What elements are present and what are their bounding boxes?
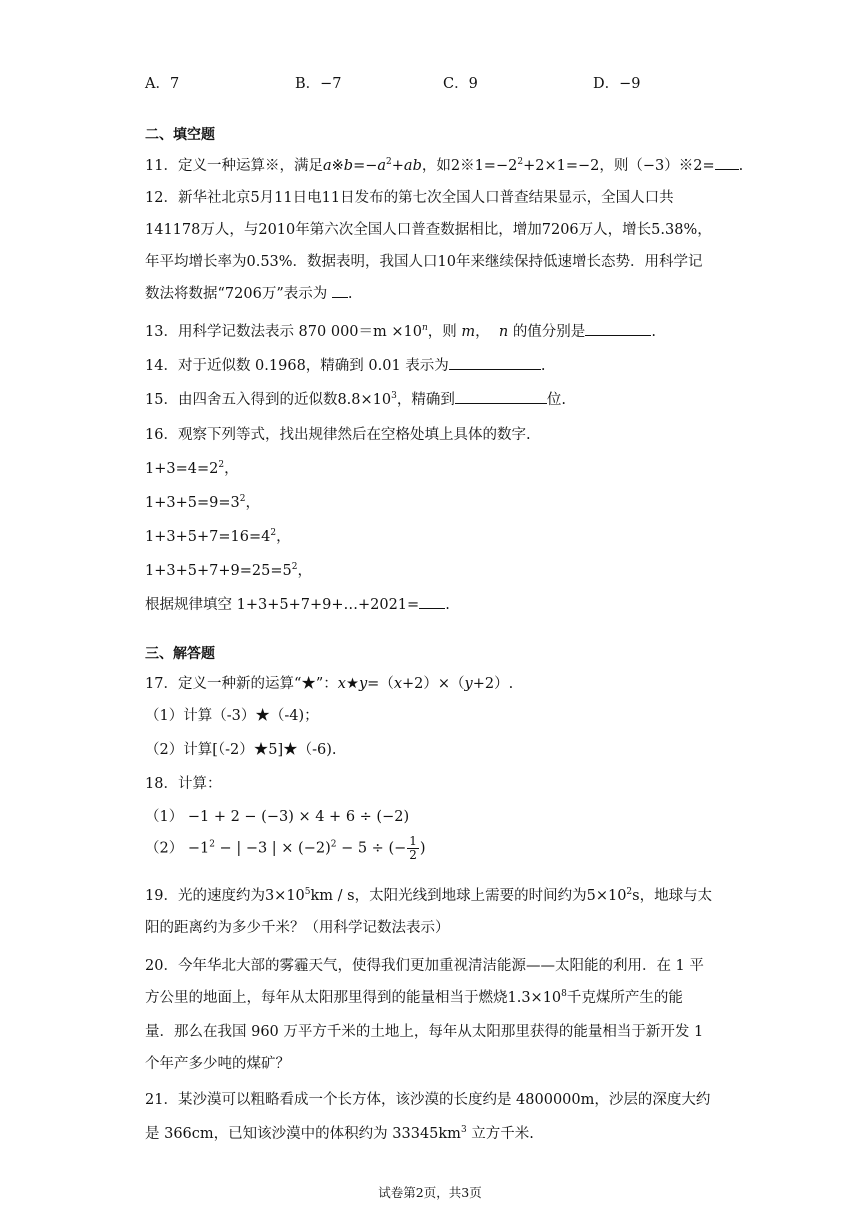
question-18-stem: 18．计算： [145,776,222,792]
equation-1: $1+3=4=2^2$， [145,460,239,477]
choice-a: A．7 [145,76,180,92]
question-21-line-2: 是 366cm，已知该沙漠中的体积约为 $33345km^3$ 立方千米. [145,1125,534,1142]
question-18-part-2: $(2) -1^2$ − | −3 | × $(-2)^2 - 5$ ÷ (− $\frac{1}{2}$ ) [145,834,426,862]
equation-2: $1+3+5=9=3^2$， [145,494,260,511]
question-21-line-1: 21．某沙漠可以粗略看成一个长方体，该沙漠的长度约是 4800000m，沙层的深度大约 [145,1092,711,1108]
question-15: 15．由四舍五入得到的近似数$8.8\times 10^3$，精确到 位. [145,391,566,408]
answer-blank[interactable] [585,321,651,336]
fraction: $\frac{1}{2}$ [409,834,417,862]
question-20-line-4: 个年产多少吨的煤矿？ [145,1056,290,1072]
question-18-part-1: （1） −1 + 2 − (−3) × 4 + 6 ÷ (−2) [145,809,410,825]
question-17-part-1: （1）计算（-3）★（-4)； [145,708,319,724]
answer-blank[interactable] [419,594,445,609]
question-12-line-2: 141178万人，与2010年第六次全国人口普查数据相比，增加7206万人，增长5.38%， [145,222,712,238]
question-12-line-1: 12．新华社北京5月11日电11日发布的第七次全国人口普查结果显示，全国人口共 [145,190,674,206]
question-19-line-2: 阳的距离约为多少千米？（用科学记数法表示） [145,920,450,936]
question-16-stem: 16．观察下列等式，找出规律然后在空格处填上具体的数字. [145,427,531,443]
equation-4: $1+3+5+7+9=25=5^2$， [145,562,312,579]
answer-blank[interactable] [455,389,547,404]
question-12-line-4: 数法将数据“7206万”表示为 . [145,282,352,303]
question-20-line-1: 20．今年华北大部的雾霾天气，使得我们更加重视清洁能源——太阳能的利用．在 1 平 [145,958,704,974]
question-16-fill: 根据规律填空 1+3+5+7+9+…+2021= . [145,593,450,614]
page-footer: 试卷第2页，共3页 [378,1185,482,1200]
section-fill-blank-heading: 二、填空题 [145,127,215,143]
question-20-line-2: 方公里的地面上，每年从太阳那里得到的能量相当于燃烧$1.3\times 10^8$千克煤所产生的能 [145,989,683,1006]
question-17-stem: 17．定义一种新的运算“★”：x★y=（x+2）×（y+2）. [145,676,514,692]
question-12-line-3: 年平均增长率为0.53%．数据表明，我国人口10年来继续保持低速增长态势．用科学记 [145,254,703,270]
question-17-part-2: （2）计算[（-2）★5]★（-6). [145,742,337,758]
q10-choices [145,72,765,94]
choice-d: D．−9 [593,76,641,92]
section-answer-heading: 三、解答题 [145,646,215,662]
choice-b: B．−7 [295,76,342,92]
question-14: 14．对于近似数 0.1968，精确到 0.01 表示为 . [145,354,545,375]
answer-blank[interactable] [715,155,739,170]
question-11: 11．定义一种运算※，满足$a※b=-a^2+ab$，如$2※1=-2^2+2\times 1=-2$，则（−3）※2= . [145,157,744,174]
question-20-line-3: 量．那么在我国 960 万平方千米的土地上，每年从太阳那里获得的能量相当于新开发 1 [145,1024,704,1040]
answer-blank[interactable] [449,355,541,370]
equation-3: $1+3+5+7=16=4^2$， [145,528,291,545]
question-19-line-1: 19．光的速度约为$3\times 10^5km / s$，太阳光线到地球上需要的时间约为$5\times 10^2s$，地球与太 [145,887,713,904]
question-13: 13．用科学记数法表示 870 $000=m \times 10^n$，则 m， n 的值分别是 . [145,323,656,340]
answer-blank[interactable] [332,283,348,298]
choice-c: C．9 [443,76,478,92]
